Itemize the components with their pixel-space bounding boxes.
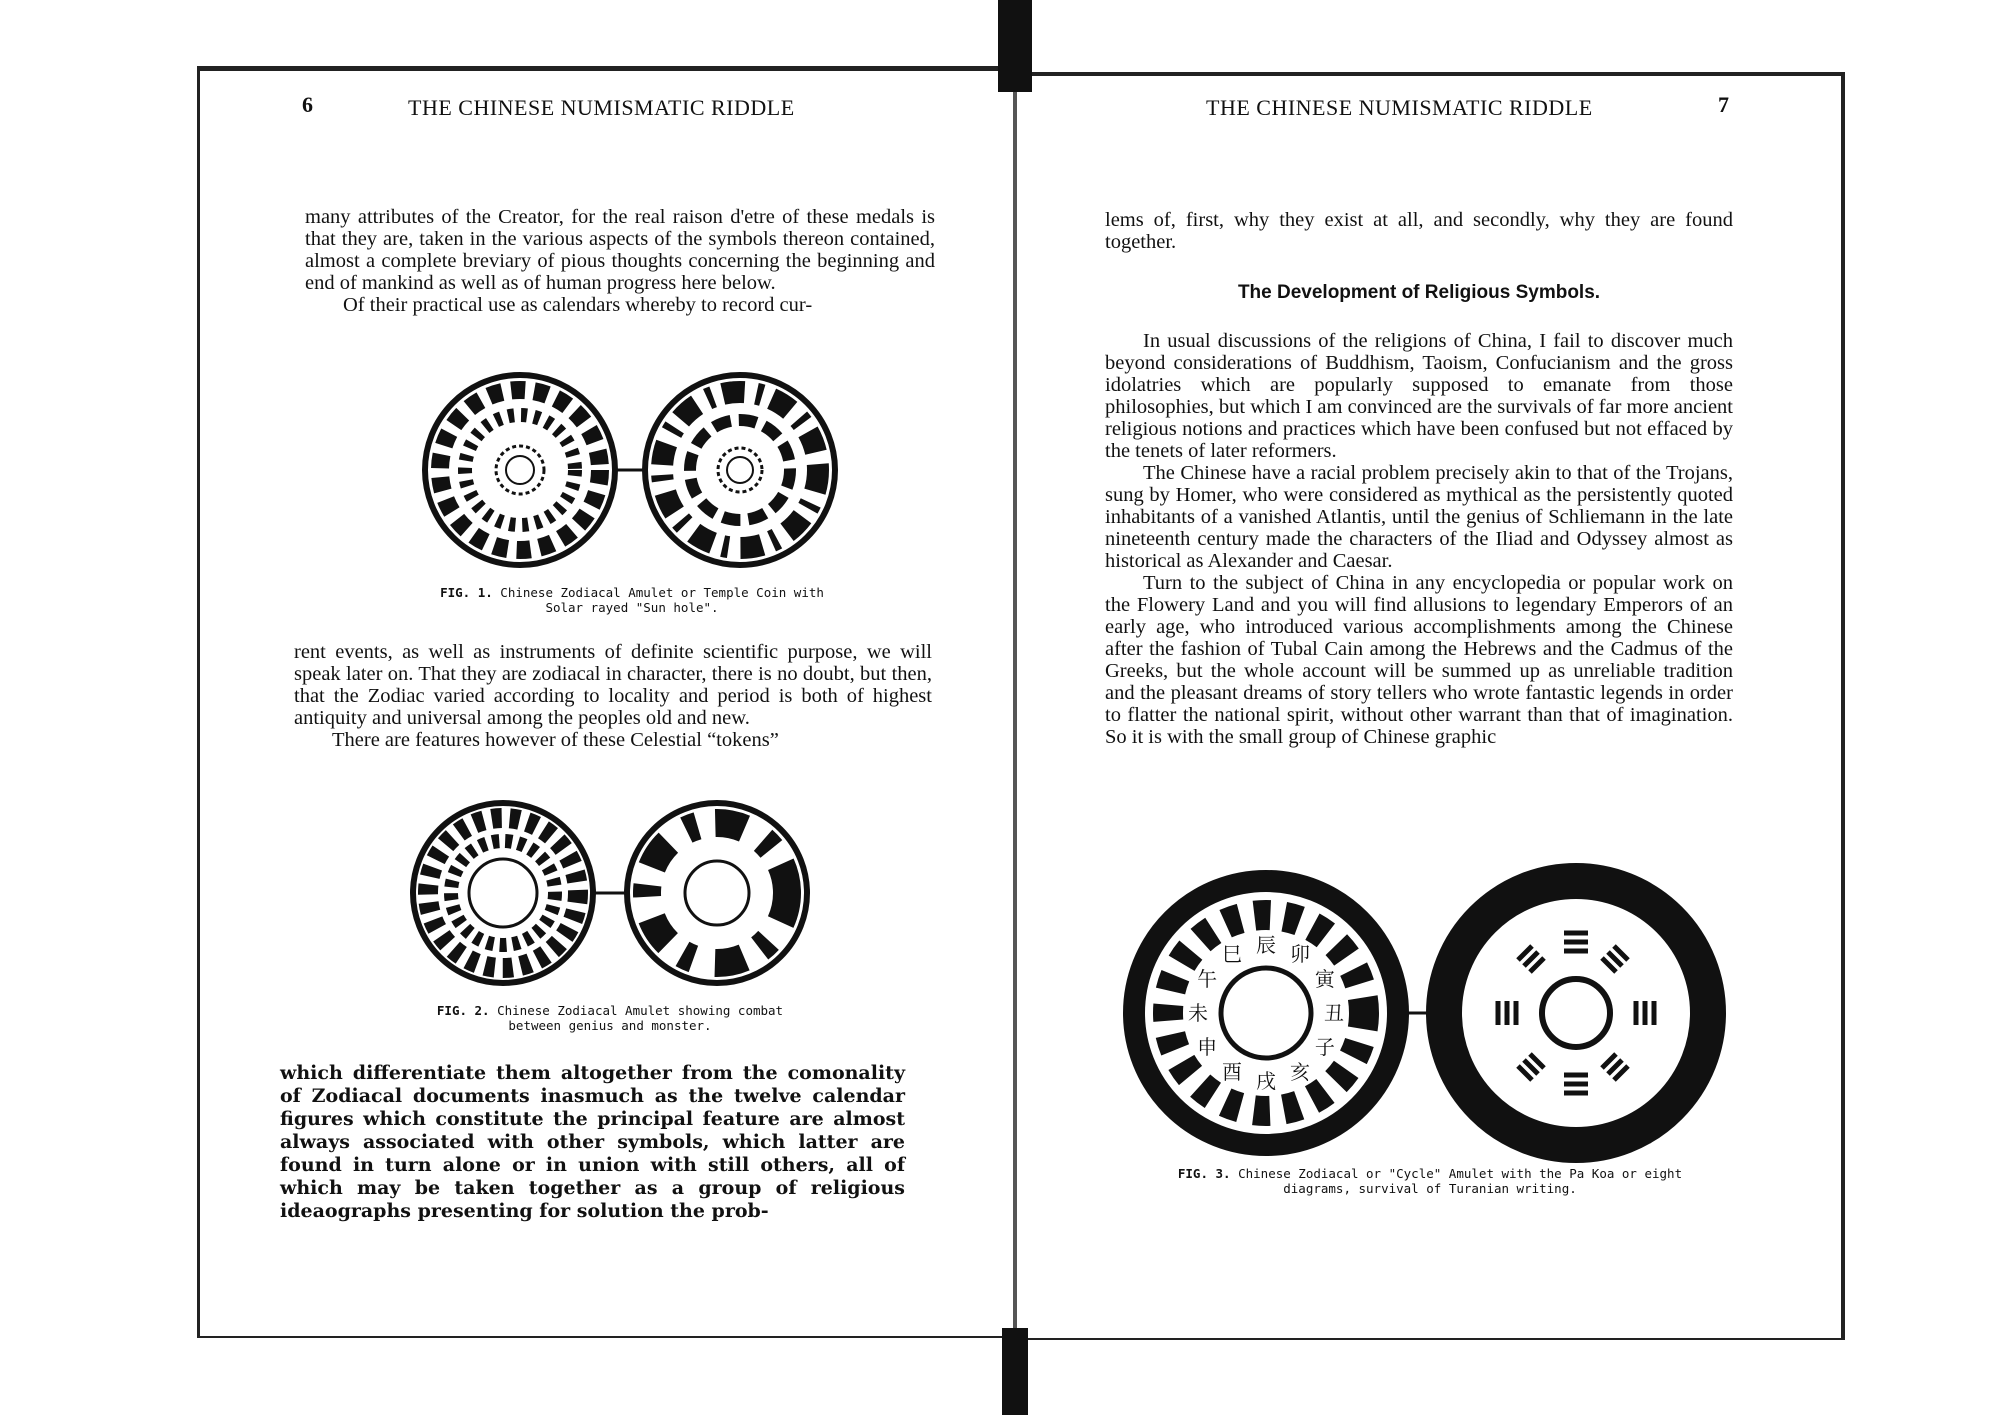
- left-page-number: 6: [302, 92, 313, 117]
- fig3-zodiac-char: 未: [1188, 1001, 1208, 1025]
- fig3-amulet-illustration: [1128, 870, 1718, 1160]
- right-para-3: The Chinese have a racial problem precisely akin to that of the Trojans, sung by Homer, who were considered as mythical as the persistently quoted inhabitants of a vanished Atlantis, until the genius of Schliemann in the late nineteenth century made the characters of the Iliad and Odyssey almost as historical as Alexander and Caesar.: [1105, 462, 1733, 572]
- fig3-zodiac-char: 巳: [1222, 942, 1242, 967]
- left-para-5: which differentiate them altogether from the comonality of Zodiacal documents inasmuch as the twelve calendar figures which constitute the principal feature are almost always associated with other symbols, which latter are found in turn alone or in union with still others, all of which may be taken together as a group of religious ideaographs presenting for solution the prob-: [280, 1062, 905, 1222]
- fig3-zodiac-char: 戌: [1256, 1069, 1276, 1093]
- left-text-block-2: [294, 641, 932, 751]
- fig3-zodiac-char: 子: [1314, 1035, 1335, 1059]
- section-heading: The Development of Religious Symbols.: [1237, 282, 1601, 303]
- bookmark-ribbon-top: [998, 0, 1032, 92]
- fig3-zodiac-char: 申: [1197, 1035, 1218, 1059]
- fig3-number: FIG. 3.: [1177, 1166, 1231, 1181]
- fig3-zodiac-char: 寅: [1314, 967, 1335, 991]
- fig3-zodiac-char: 午: [1197, 967, 1218, 991]
- right-text-block-2: [1105, 330, 1733, 748]
- fig1-caption: [432, 585, 832, 615]
- left-text-block-1: [305, 206, 935, 316]
- left-para-3: rent events, as well as instruments of definite scientific purpose, we will speak later on. That they are zodiacal in character, there is no doubt, but then, that the Zodiac varied according to locality and period is both of highest antiquity and universal among the peoples old and new.: [294, 641, 932, 729]
- fig3-caption: [1150, 1166, 1710, 1196]
- left-running-head: THE CHINESE NUMISMATIC RIDDLE: [408, 95, 795, 120]
- bookmark-ribbon-bottom: [1002, 1328, 1028, 1415]
- fig2-number: FIG. 2.: [436, 1003, 490, 1018]
- book-gutter: [1013, 80, 1017, 1330]
- fig2-caption-text: Chinese Zodiacal Amulet showing combat between genius and monster.: [497, 1003, 784, 1033]
- fig3-zodiac-char: 丑: [1324, 1001, 1344, 1025]
- fig3-zodiac-char: 辰: [1256, 933, 1276, 957]
- fig3-zodiac-char: 亥: [1290, 1059, 1310, 1084]
- fig2-amulet-illustration: [410, 800, 810, 990]
- fig1-amulet-illustration: [420, 370, 840, 570]
- right-para-1: lems of, first, why they exist at all, and secondly, why they are found together.: [1105, 209, 1733, 253]
- left-text-block-3: [280, 1062, 905, 1223]
- fig1-caption-text: Chinese Zodiacal Amulet or Temple Coin with Solar rayed "Sun hole".: [500, 585, 824, 615]
- left-para-1: many attributes of the Creator, for the real raison d'etre of these medals is that they are, taken in the various aspects of the symbols thereon contained, almost a complete breviary of pious thoughts concerning the beginning and end of mankind as well as of human progress here below.: [305, 206, 935, 294]
- right-page-number: 7: [1718, 92, 1729, 117]
- right-para-2: In usual discussions of the religions of China, I fail to discover much beyond considerations of Buddhism, Taoism, Confucianism and the gross idolatries which are popularly supposed to emanate from those philosophies, but which I am convinced are the survivals of far more ancient religious notions and practices which have been confused but not effaced by the tenets of later reformers.: [1105, 330, 1733, 462]
- fig2-caption: [420, 1003, 800, 1033]
- fig3-zodiac-char: 酉: [1222, 1059, 1242, 1084]
- fig3-caption-text: Chinese Zodiacal or "Cycle" Amulet with the Pa Koa or eight diagrams, survival of Turanian writing.: [1238, 1166, 1683, 1196]
- right-para-4: Turn to the subject of China in any encyclopedia or popular work on the Flowery Land and you will find allusions to legendary Emperors of an early age, who introduced various accomplishments among the Chinese after the fashion of Tubal Cain among the Hebrews and the Cadmus of the Greeks, but the whole account will be summed up as unreliable tradition and the pleasant dreams of story tellers who wrote fantastic legends in order to flatter the national spirit, without other warrant than that of imagination. So it is with the small group of Chinese graphic: [1105, 572, 1733, 748]
- fig3-zodiac-char: 卯: [1290, 942, 1310, 967]
- fig1-number: FIG. 1.: [440, 585, 493, 600]
- left-para-4: There are features however of these Celestial “tokens”: [332, 729, 779, 751]
- right-running-head: THE CHINESE NUMISMATIC RIDDLE: [1206, 95, 1593, 120]
- right-text-block-1: [1105, 209, 1733, 253]
- left-para-2: Of their practical use as calendars whereby to record cur-: [343, 294, 813, 316]
